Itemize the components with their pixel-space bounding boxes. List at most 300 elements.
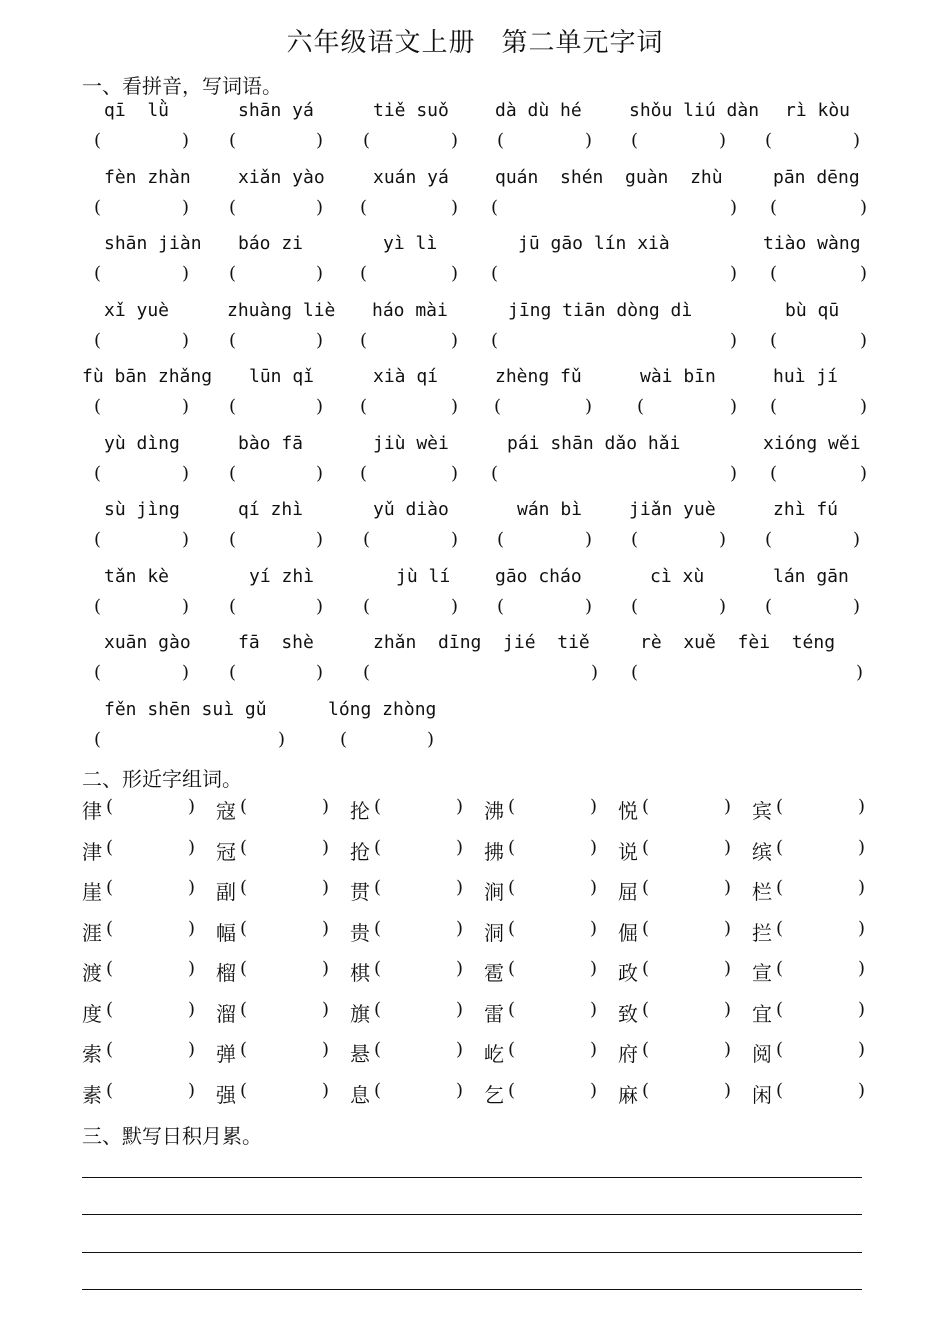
word-blank[interactable] — [654, 999, 724, 1023]
pinyin-prompt: pān dēng — [773, 167, 860, 188]
word-blank[interactable] — [654, 1039, 724, 1063]
answer-blank[interactable] — [239, 529, 316, 553]
pinyin-prompt: bào fā — [238, 433, 304, 454]
word-close-paren: ) — [590, 958, 598, 979]
word-close-paren: ) — [858, 796, 866, 817]
word-open-paren: ( — [642, 796, 650, 817]
answer-blank[interactable] — [775, 529, 853, 553]
answer-close-paren: ) — [316, 330, 324, 351]
answer-blank[interactable] — [373, 529, 451, 553]
pinyin-prompt: xióng wěi — [763, 433, 861, 454]
word-blank[interactable] — [252, 796, 322, 820]
answer-open-paren: ( — [229, 130, 237, 151]
answer-blank[interactable] — [780, 463, 860, 487]
word-open-paren: ( — [106, 837, 114, 858]
answer-blank[interactable] — [370, 263, 451, 287]
answer-close-paren: ) — [853, 529, 861, 550]
similar-char: 弹 — [216, 1042, 236, 1066]
word-close-paren: ) — [724, 1039, 732, 1060]
word-open-paren: ( — [374, 918, 382, 939]
answer-close-paren: ) — [591, 662, 599, 683]
word-open-paren: ( — [374, 1039, 382, 1060]
word-close-paren: ) — [456, 837, 464, 858]
answer-blank[interactable] — [775, 130, 853, 154]
answer-open-paren: ( — [770, 197, 778, 218]
answer-open-paren: ( — [363, 529, 371, 550]
answer-open-paren: ( — [94, 463, 102, 484]
answer-blank[interactable] — [647, 396, 730, 420]
similar-char: 索 — [82, 1042, 102, 1066]
similar-char: 寇 — [216, 799, 236, 823]
word-blank[interactable] — [520, 1039, 590, 1063]
similar-char: 宾 — [752, 799, 772, 823]
answer-blank[interactable] — [239, 130, 316, 154]
word-close-paren: ) — [188, 958, 196, 979]
word-close-paren: ) — [858, 837, 866, 858]
word-close-paren: ) — [188, 837, 196, 858]
word-blank[interactable] — [520, 877, 590, 901]
similar-char: 栏 — [752, 880, 772, 904]
word-blank[interactable] — [788, 837, 858, 861]
pinyin-prompt: quán shén guàn zhù — [495, 167, 723, 188]
word-blank[interactable] — [520, 999, 590, 1023]
word-blank[interactable] — [118, 837, 188, 861]
answer-open-paren: ( — [360, 396, 368, 417]
answer-blank[interactable] — [104, 330, 182, 354]
answer-open-paren: ( — [229, 529, 237, 550]
answer-blank[interactable] — [104, 596, 182, 620]
similar-char: 涧 — [484, 880, 504, 904]
similar-char: 致 — [618, 1002, 638, 1026]
similar-char: 沸 — [484, 799, 504, 823]
answer-blank[interactable] — [373, 130, 451, 154]
answer-open-paren: ( — [229, 197, 237, 218]
similar-char: 拂 — [484, 840, 504, 864]
word-close-paren: ) — [858, 1080, 866, 1101]
answer-close-paren: ) — [451, 197, 459, 218]
answer-open-paren: ( — [765, 130, 773, 151]
answer-blank[interactable] — [104, 130, 182, 154]
answer-open-paren: ( — [94, 662, 102, 683]
answer-open-paren: ( — [360, 463, 368, 484]
similar-char: 宣 — [752, 961, 772, 985]
answer-close-paren: ) — [730, 463, 738, 484]
word-blank[interactable] — [654, 796, 724, 820]
pinyin-prompt: zhì fú — [773, 499, 839, 520]
answer-blank[interactable] — [780, 396, 860, 420]
word-blank[interactable] — [520, 958, 590, 982]
similar-char: 府 — [618, 1042, 638, 1066]
answer-open-paren: ( — [770, 330, 778, 351]
answer-close-paren: ) — [719, 529, 727, 550]
answer-open-paren: ( — [497, 529, 505, 550]
pinyin-prompt: fù bān zhǎng — [82, 366, 213, 387]
word-close-paren: ) — [724, 918, 732, 939]
word-open-paren: ( — [776, 1039, 784, 1060]
word-close-paren: ) — [858, 999, 866, 1020]
answer-blank[interactable] — [104, 662, 182, 686]
word-open-paren: ( — [776, 877, 784, 898]
similar-char: 溜 — [216, 1002, 236, 1026]
word-open-paren: ( — [240, 918, 248, 939]
answer-open-paren: ( — [770, 396, 778, 417]
word-blank[interactable] — [386, 999, 456, 1023]
pinyin-prompt: zhuàng liè — [227, 300, 336, 321]
pinyin-prompt: yì lì — [383, 233, 438, 254]
answer-blank[interactable] — [104, 729, 278, 753]
pinyin-prompt: shān yá — [238, 100, 314, 121]
writing-line-1[interactable] — [82, 1177, 862, 1178]
word-close-paren: ) — [188, 918, 196, 939]
answer-blank[interactable] — [104, 396, 182, 420]
answer-close-paren: ) — [451, 463, 459, 484]
word-blank[interactable] — [654, 958, 724, 982]
writing-line-4[interactable] — [82, 1289, 862, 1290]
similar-char: 榴 — [216, 961, 236, 985]
pinyin-prompt: yǔ diào — [373, 499, 449, 520]
word-blank[interactable] — [520, 918, 590, 942]
word-close-paren: ) — [456, 796, 464, 817]
word-open-paren: ( — [106, 796, 114, 817]
word-close-paren: ) — [724, 958, 732, 979]
pinyin-prompt: lūn qǐ — [249, 366, 315, 387]
answer-blank[interactable] — [501, 263, 730, 287]
word-blank[interactable] — [654, 877, 724, 901]
word-close-paren: ) — [322, 999, 330, 1020]
word-blank[interactable] — [252, 1080, 322, 1104]
word-blank[interactable] — [252, 877, 322, 901]
pinyin-prompt: zhǎn dīng jié tiě — [373, 632, 590, 653]
answer-blank[interactable] — [641, 529, 719, 553]
word-blank[interactable] — [788, 999, 858, 1023]
pinyin-prompt: wán bì — [517, 499, 583, 520]
pinyin-prompt: lóng zhòng — [328, 699, 437, 720]
word-open-paren: ( — [374, 877, 382, 898]
answer-close-paren: ) — [730, 396, 738, 417]
answer-close-paren: ) — [316, 463, 324, 484]
answer-open-paren: ( — [229, 330, 237, 351]
writing-line-3[interactable] — [82, 1252, 862, 1253]
answer-blank[interactable] — [104, 263, 182, 287]
answer-close-paren: ) — [719, 596, 727, 617]
similar-char: 崖 — [82, 880, 102, 904]
answer-open-paren: ( — [340, 729, 348, 750]
answer-blank[interactable] — [501, 463, 730, 487]
pinyin-prompt: jīng tiān dòng dì — [508, 300, 693, 321]
word-blank[interactable] — [654, 1080, 724, 1104]
word-close-paren: ) — [188, 877, 196, 898]
answer-blank[interactable] — [641, 662, 856, 686]
word-open-paren: ( — [776, 1080, 784, 1101]
pinyin-prompt: jiǎn yuè — [629, 499, 716, 520]
word-open-paren: ( — [106, 877, 114, 898]
answer-open-paren: ( — [94, 729, 102, 750]
word-open-paren: ( — [508, 999, 516, 1020]
answer-blank[interactable] — [239, 197, 316, 221]
word-blank[interactable] — [118, 1039, 188, 1063]
answer-close-paren: ) — [860, 197, 868, 218]
word-blank[interactable] — [386, 796, 456, 820]
similar-char: 渡 — [82, 961, 102, 985]
answer-open-paren: ( — [94, 130, 102, 151]
answer-blank[interactable] — [370, 396, 451, 420]
word-open-paren: ( — [240, 837, 248, 858]
word-open-paren: ( — [642, 999, 650, 1020]
pinyin-prompt: rè xuě fèi téng — [640, 632, 836, 653]
word-blank[interactable] — [386, 1039, 456, 1063]
answer-blank[interactable] — [239, 662, 316, 686]
answer-blank[interactable] — [780, 197, 860, 221]
word-blank[interactable] — [788, 918, 858, 942]
word-close-paren: ) — [590, 999, 598, 1020]
pinyin-prompt: háo mài — [372, 300, 448, 321]
word-open-paren: ( — [508, 796, 516, 817]
answer-blank[interactable] — [780, 263, 860, 287]
word-open-paren: ( — [106, 1039, 114, 1060]
answer-blank[interactable] — [370, 463, 451, 487]
answer-open-paren: ( — [94, 263, 102, 284]
word-close-paren: ) — [322, 918, 330, 939]
word-close-paren: ) — [590, 918, 598, 939]
word-close-paren: ) — [188, 1080, 196, 1101]
answer-close-paren: ) — [730, 263, 738, 284]
word-close-paren: ) — [590, 837, 598, 858]
word-close-paren: ) — [322, 877, 330, 898]
pinyin-prompt: qí zhì — [238, 499, 304, 520]
word-blank[interactable] — [118, 877, 188, 901]
pinyin-prompt: dà dù hé — [495, 100, 582, 121]
word-close-paren: ) — [858, 958, 866, 979]
word-close-paren: ) — [456, 958, 464, 979]
word-open-paren: ( — [374, 837, 382, 858]
answer-close-paren: ) — [316, 596, 324, 617]
pinyin-prompt: pái shān dǎo hǎi — [507, 433, 681, 454]
answer-blank[interactable] — [501, 197, 730, 221]
word-blank[interactable] — [118, 796, 188, 820]
word-blank[interactable] — [654, 918, 724, 942]
similar-char: 缤 — [752, 840, 772, 864]
answer-close-paren: ) — [585, 596, 593, 617]
word-open-paren: ( — [374, 1080, 382, 1101]
word-close-paren: ) — [590, 1080, 598, 1101]
pinyin-prompt: bù qū — [785, 300, 840, 321]
answer-blank[interactable] — [350, 729, 427, 753]
similar-char: 拦 — [752, 921, 772, 945]
pinyin-prompt: sù jìng — [104, 499, 180, 520]
similar-char: 麻 — [618, 1083, 638, 1107]
word-blank[interactable] — [788, 1039, 858, 1063]
writing-line-2[interactable] — [82, 1214, 862, 1215]
pinyin-prompt: xiǎn yào — [238, 167, 325, 188]
word-blank[interactable] — [386, 837, 456, 861]
answer-open-paren: ( — [360, 263, 368, 284]
answer-open-paren: ( — [765, 596, 773, 617]
answer-blank[interactable] — [239, 263, 316, 287]
answer-blank[interactable] — [104, 529, 182, 553]
answer-open-paren: ( — [491, 463, 499, 484]
word-blank[interactable] — [252, 918, 322, 942]
word-blank[interactable] — [520, 796, 590, 820]
word-blank[interactable] — [654, 837, 724, 861]
similar-char: 屹 — [484, 1042, 504, 1066]
answer-blank[interactable] — [504, 396, 585, 420]
word-blank[interactable] — [788, 958, 858, 982]
answer-blank[interactable] — [373, 596, 451, 620]
answer-close-paren: ) — [316, 197, 324, 218]
pinyin-prompt: zhèng fǔ — [495, 366, 582, 387]
pinyin-prompt: yù dìng — [104, 433, 180, 454]
answer-close-paren: ) — [316, 529, 324, 550]
answer-blank[interactable] — [239, 330, 316, 354]
answer-blank[interactable] — [239, 596, 316, 620]
answer-open-paren: ( — [229, 596, 237, 617]
pinyin-prompt: wài bīn — [640, 366, 716, 387]
answer-blank[interactable] — [104, 197, 182, 221]
word-close-paren: ) — [590, 1039, 598, 1060]
similar-char: 悦 — [618, 799, 638, 823]
pinyin-prompt: xǐ yuè — [104, 300, 170, 321]
word-blank[interactable] — [386, 877, 456, 901]
word-open-paren: ( — [642, 1080, 650, 1101]
similar-char: 宜 — [752, 1002, 772, 1026]
similar-char: 棋 — [350, 961, 370, 985]
answer-open-paren: ( — [363, 662, 371, 683]
word-blank[interactable] — [252, 958, 322, 982]
answer-open-paren: ( — [494, 396, 502, 417]
answer-close-paren: ) — [860, 463, 868, 484]
similar-char: 副 — [216, 880, 236, 904]
pinyin-prompt: tiào wàng — [763, 233, 861, 254]
answer-open-paren: ( — [631, 662, 639, 683]
word-close-paren: ) — [188, 999, 196, 1020]
word-blank[interactable] — [520, 837, 590, 861]
word-open-paren: ( — [776, 999, 784, 1020]
answer-open-paren: ( — [229, 463, 237, 484]
answer-close-paren: ) — [730, 330, 738, 351]
word-open-paren: ( — [508, 1039, 516, 1060]
word-open-paren: ( — [106, 918, 114, 939]
word-blank[interactable] — [386, 918, 456, 942]
similar-char: 涯 — [82, 921, 102, 945]
answer-close-paren: ) — [853, 130, 861, 151]
answer-blank[interactable] — [641, 130, 719, 154]
answer-close-paren: ) — [316, 130, 324, 151]
answer-open-paren: ( — [765, 529, 773, 550]
word-open-paren: ( — [642, 877, 650, 898]
answer-close-paren: ) — [316, 396, 324, 417]
answer-close-paren: ) — [451, 529, 459, 550]
answer-blank[interactable] — [780, 330, 860, 354]
pinyin-prompt: yí zhì — [249, 566, 315, 587]
answer-open-paren: ( — [363, 130, 371, 151]
similar-char: 津 — [82, 840, 102, 864]
pinyin-prompt: jù lí — [396, 566, 451, 587]
answer-blank[interactable] — [507, 529, 585, 553]
answer-close-paren: ) — [856, 662, 864, 683]
word-open-paren: ( — [776, 796, 784, 817]
pinyin-prompt: rì kòu — [785, 100, 851, 121]
word-close-paren: ) — [724, 796, 732, 817]
answer-open-paren: ( — [770, 463, 778, 484]
answer-open-paren: ( — [229, 396, 237, 417]
similar-char: 洞 — [484, 921, 504, 945]
word-blank[interactable] — [118, 918, 188, 942]
similar-char: 乞 — [484, 1083, 504, 1107]
answer-blank[interactable] — [370, 330, 451, 354]
answer-blank[interactable] — [775, 596, 853, 620]
word-blank[interactable] — [118, 1080, 188, 1104]
similar-char: 旗 — [350, 1002, 370, 1026]
word-blank[interactable] — [386, 958, 456, 982]
word-close-paren: ) — [322, 1080, 330, 1101]
word-blank[interactable] — [788, 1080, 858, 1104]
answer-open-paren: ( — [360, 330, 368, 351]
pinyin-prompt: jiù wèi — [373, 433, 449, 454]
word-close-paren: ) — [322, 837, 330, 858]
word-open-paren: ( — [106, 958, 114, 979]
word-close-paren: ) — [858, 877, 866, 898]
section3-heading: 三、默写日积月累。 — [82, 1124, 262, 1148]
word-blank[interactable] — [252, 1039, 322, 1063]
answer-open-paren: ( — [363, 596, 371, 617]
section1-heading: 一、看拼音，写词语。 — [82, 74, 282, 98]
word-close-paren: ) — [456, 1039, 464, 1060]
word-close-paren: ) — [188, 796, 196, 817]
section2-heading: 二、形近字组词。 — [82, 767, 242, 791]
word-blank[interactable] — [252, 837, 322, 861]
word-open-paren: ( — [776, 958, 784, 979]
answer-close-paren: ) — [451, 330, 459, 351]
answer-blank[interactable] — [104, 463, 182, 487]
word-blank[interactable] — [788, 877, 858, 901]
word-open-paren: ( — [642, 918, 650, 939]
word-blank[interactable] — [118, 999, 188, 1023]
pinyin-prompt: xuān gào — [104, 632, 191, 653]
similar-char: 悬 — [350, 1042, 370, 1066]
similar-char: 闲 — [752, 1083, 772, 1107]
answer-open-paren: ( — [94, 396, 102, 417]
answer-blank[interactable] — [507, 596, 585, 620]
word-open-paren: ( — [240, 877, 248, 898]
word-open-paren: ( — [508, 1080, 516, 1101]
answer-blank[interactable] — [501, 330, 730, 354]
answer-blank[interactable] — [239, 396, 316, 420]
answer-blank[interactable] — [370, 197, 451, 221]
answer-close-paren: ) — [182, 330, 190, 351]
word-open-paren: ( — [776, 837, 784, 858]
word-open-paren: ( — [776, 918, 784, 939]
title-unit: 第二单元字词 — [501, 28, 664, 58]
answer-close-paren: ) — [451, 396, 459, 417]
answer-open-paren: ( — [360, 197, 368, 218]
answer-close-paren: ) — [182, 529, 190, 550]
answer-blank[interactable] — [239, 463, 316, 487]
answer-blank[interactable] — [641, 596, 719, 620]
word-close-paren: ) — [724, 877, 732, 898]
word-blank[interactable] — [788, 796, 858, 820]
word-blank[interactable] — [118, 958, 188, 982]
answer-blank[interactable] — [373, 662, 591, 686]
answer-close-paren: ) — [182, 662, 190, 683]
answer-close-paren: ) — [730, 197, 738, 218]
word-open-paren: ( — [374, 999, 382, 1020]
word-blank[interactable] — [386, 1080, 456, 1104]
answer-close-paren: ) — [860, 263, 868, 284]
answer-blank[interactable] — [507, 130, 585, 154]
word-blank[interactable] — [252, 999, 322, 1023]
word-blank[interactable] — [520, 1080, 590, 1104]
word-close-paren: ) — [456, 877, 464, 898]
